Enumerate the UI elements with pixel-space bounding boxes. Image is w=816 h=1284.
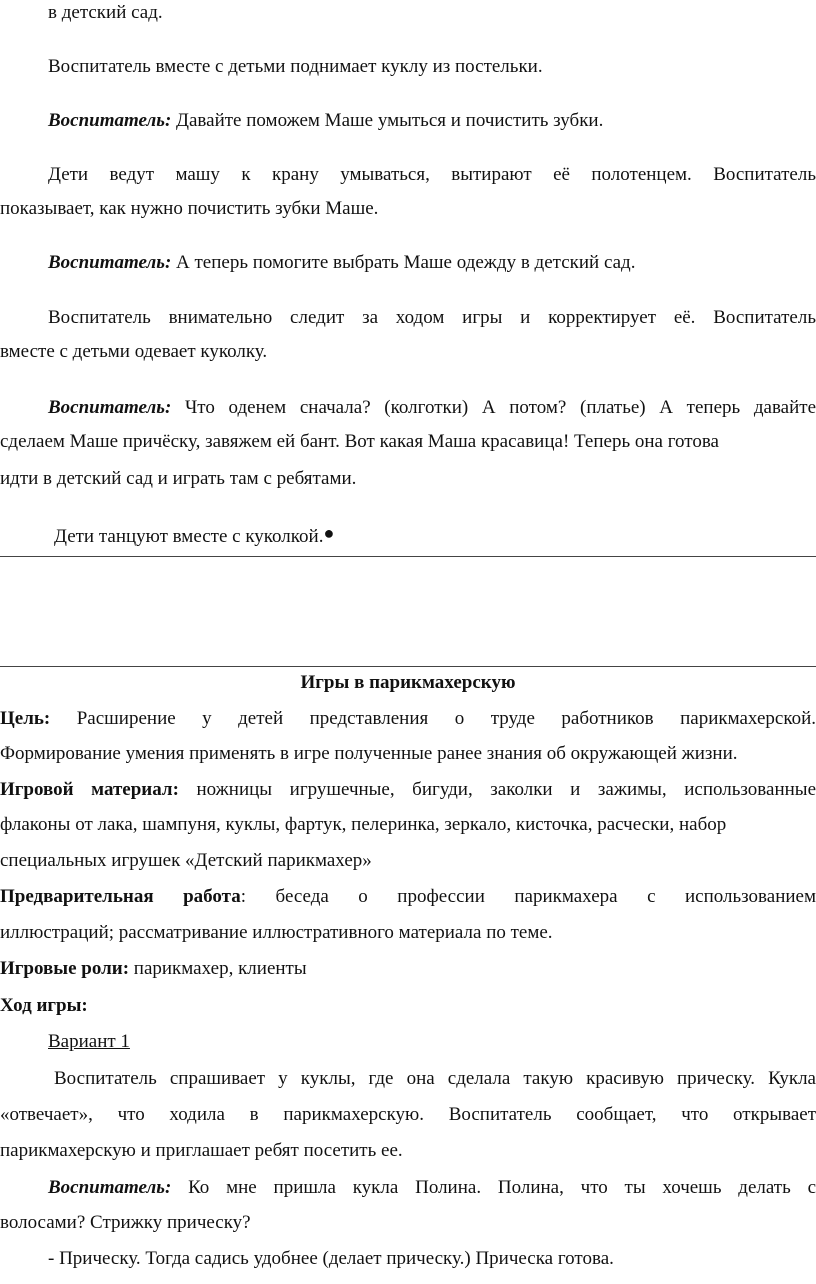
text: специальных игрушек «Детский парикмахер» <box>0 850 372 871</box>
speaker-label: Воспитатель: <box>48 110 172 131</box>
dialogue-line <box>0 250 816 276</box>
text: в детский сад. <box>48 2 163 23</box>
section-divider <box>0 556 816 557</box>
text: флаконы от лака, шампуня, куклы, фартук, пелеринка, зеркало, кисточка, расчески, набор <box>0 814 727 835</box>
text: волосами? Стрижку прическу? <box>0 1212 251 1233</box>
variant-heading <box>0 1029 816 1055</box>
field-label: Ход игры: <box>0 995 88 1016</box>
course-heading <box>0 993 816 1019</box>
text: Дети ведут машу к крану умываться, вытирают её полотенцем. Воспитатель <box>48 164 816 185</box>
material-line <box>0 777 816 803</box>
paragraph-line <box>0 1210 816 1236</box>
field-label: Цель: <box>0 708 51 729</box>
text: А теперь помогите выбрать Маше одежду в детский сад. <box>176 252 636 273</box>
paragraph-line <box>0 520 816 546</box>
section-divider <box>0 666 816 667</box>
title-text: Игры в парикмахерскую <box>300 672 516 693</box>
text: иллюстраций; рассматривание иллюстративного материала по теме. <box>0 922 553 943</box>
text: Воспитатель внимательно следит за ходом игры и корректирует её. Воспитатель <box>48 307 816 328</box>
dialogue-line <box>0 395 816 421</box>
bullet-icon: ● <box>323 523 335 543</box>
dialogue-line <box>0 108 816 134</box>
text: сделаем Маше причёску, завяжем ей бант. Вот какая Маша красавица! Теперь она готова <box>0 431 719 452</box>
paragraph-line <box>0 1102 816 1128</box>
paragraph-line <box>0 0 816 26</box>
field-label: Предварительная работа <box>0 886 241 907</box>
text: Расширение у детей представления о труде работников парикмахерской. <box>76 708 816 729</box>
paragraph-line <box>0 196 816 222</box>
text: Воспитатель вместе с детьми поднимает куклу из постельки. <box>48 56 543 77</box>
text: Ко мне пришла кукла Полина. Полина, что ты хочешь делать с <box>188 1177 816 1198</box>
material-line <box>0 848 816 874</box>
prep-line <box>0 884 816 910</box>
speaker-label: Воспитатель: <box>48 397 172 418</box>
paragraph-line <box>0 1066 816 1092</box>
speaker-label: Воспитатель: <box>48 252 172 273</box>
text: - Прическу. Тогда садись удобнее (делает прическу.) Прическа готова. <box>48 1248 614 1269</box>
paragraph-line <box>0 1138 816 1164</box>
paragraph-line <box>0 54 816 80</box>
text: вместе с детьми одевает куколку. <box>0 341 268 362</box>
text: Давайте поможем Маше умыться и почистить зубки. <box>176 110 604 131</box>
text: парикмахер, клиенты <box>133 958 307 979</box>
material-line <box>0 812 816 838</box>
text: Что оденем сначала? (колготки) А потом? (платье) А теперь давайте <box>184 397 816 418</box>
roles-line <box>0 956 816 982</box>
speaker-label: Воспитатель: <box>48 1177 172 1198</box>
field-label: Игровой материал: <box>0 779 179 800</box>
text: : беседа о профессии парикмахера с использованием <box>240 886 816 907</box>
text: «отвечает», что ходила в парикмахерскую. Воспитатель сообщает, что открывает <box>0 1104 816 1125</box>
prep-line <box>0 920 816 946</box>
text: показывает, как нужно почистить зубки Маше. <box>0 198 379 219</box>
goal-line <box>0 741 816 767</box>
text: парикмахерскую и приглашает ребят посетить ее. <box>0 1140 403 1161</box>
paragraph-line <box>0 1246 816 1272</box>
goal-line <box>0 706 816 732</box>
paragraph-line <box>0 305 816 331</box>
paragraph-line <box>0 466 816 492</box>
field-label: Игровые роли: <box>0 958 130 979</box>
paragraph-line <box>0 162 816 188</box>
paragraph-line <box>0 429 816 455</box>
variant-label: Вариант 1 <box>48 1031 130 1052</box>
paragraph-line <box>0 339 816 365</box>
text: Дети танцуют вместе с куколкой. <box>54 526 324 547</box>
text: Воспитатель спрашивает у куклы, где она сделала такую красивую прическу. Кукла <box>54 1068 816 1089</box>
dialogue-line <box>0 1175 816 1201</box>
section-title <box>0 670 816 696</box>
text: Формирование умения применять в игре полученные ранее знания об окружающей жизни. <box>0 743 738 764</box>
text: ножницы игрушечные, бигуди, заколки и зажимы, использованные <box>196 779 816 800</box>
text: идти в детский сад и играть там с ребятами. <box>0 468 357 489</box>
